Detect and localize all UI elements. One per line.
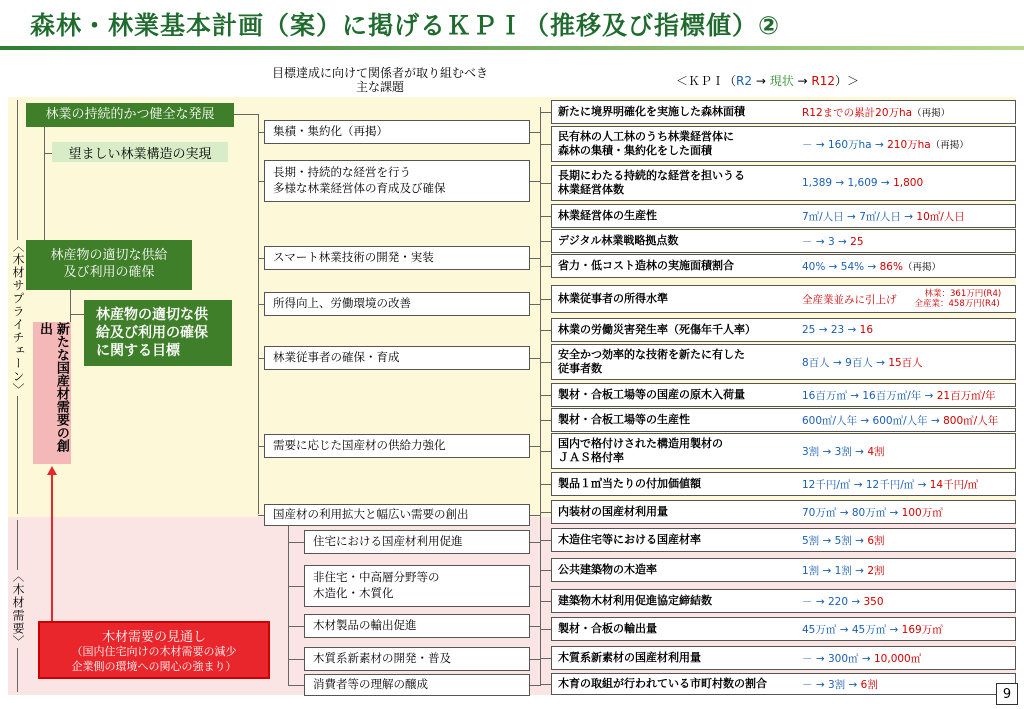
task-box <box>264 504 530 526</box>
supply-chain-label: 〈木材サプライチェーン〉 <box>11 240 25 396</box>
kpi-name: 長期にわたる持続的な経営を担いうる 林業経営体数 <box>558 168 745 196</box>
kpi-value: 7㎥/人日 → 7㎥/人日 → 10㎥/人日 <box>802 210 965 223</box>
connector <box>258 132 264 133</box>
kpi-row <box>551 126 1016 162</box>
kpi-value: 25 → 23 → 16 <box>802 324 874 336</box>
kpi-value: － → 3割 → 6割 <box>802 678 878 691</box>
kpi-value: 16百万㎥ → 16百万㎥/年 → 21百万㎥/年 <box>802 389 996 402</box>
kpi-value: 8百人 → 9百人 → 15百人 <box>802 356 923 369</box>
task-label: 国産材の利用拡大と幅広い需要の創出 <box>273 507 469 522</box>
connector <box>288 586 304 587</box>
task-trunk-line <box>258 114 259 514</box>
connector <box>258 181 264 182</box>
kpi-row <box>551 100 1016 124</box>
kpi-name: 新たに境界明確化を実施した森林面積 <box>558 104 745 118</box>
task-label: 消費者等の理解の醸成 <box>313 677 428 692</box>
connector <box>530 685 540 686</box>
kpi-row <box>551 165 1016 201</box>
kpi-value: 12千円/㎥ → 12千円/㎥ → 14千円/㎥ <box>802 478 979 491</box>
task-label: スマート林業技術の開発・実装 <box>273 250 434 265</box>
task-label: 集積・集約化（再掲） <box>273 124 388 139</box>
kpi-name: 省力・低コスト造林の実施面積割合 <box>558 258 734 272</box>
task-label: 住宅における国産材利用促進 <box>313 534 463 549</box>
kpi-row <box>551 673 1016 695</box>
kpi-name: 公共建築物の木造率 <box>558 562 657 576</box>
demand-label: 〈木材需要〉 <box>11 570 25 648</box>
connector <box>540 112 551 113</box>
task-box <box>264 246 530 270</box>
kpi-row <box>551 383 1016 407</box>
task-label: 木材製品の輸出促進 <box>313 618 417 633</box>
task-box <box>264 120 530 144</box>
connector <box>530 358 540 359</box>
connector <box>530 304 540 305</box>
connector <box>288 659 304 660</box>
title-underline <box>0 46 1024 50</box>
kpi-value: 40% → 54% → 86%（再掲） <box>802 261 941 273</box>
task-label: 林業従事者の確保・育成 <box>273 350 400 365</box>
kpi-name: 製材・合板の輸出量 <box>558 621 657 635</box>
task-box <box>264 292 530 316</box>
task-label: 所得向上、労働環境の改善 <box>273 296 411 311</box>
kpi-name: 製材・合板工場等の生産性 <box>558 412 690 426</box>
supply-goal-box: 林産物の適切な供給 及び利用の確保 <box>26 240 192 290</box>
kpi-name: 安全かつ効率的な技術を新たに有した 従事者数 <box>558 347 745 375</box>
page-number: 9 <box>996 683 1018 705</box>
kpi-row <box>551 528 1016 552</box>
connector <box>288 626 304 627</box>
kpi-value: 600㎥/人年 → 600㎥/人年 → 800㎥/人年 <box>802 414 999 427</box>
demand-arrow-head <box>47 466 57 475</box>
connector <box>258 446 264 447</box>
kpi-row <box>551 472 1016 496</box>
connector <box>540 395 551 396</box>
kpi-row <box>551 285 1016 313</box>
connector <box>540 299 551 300</box>
task-box <box>304 565 530 607</box>
task-label: 多様な林業経営体の育成及び確保 <box>273 181 446 195</box>
connector <box>540 330 551 331</box>
kpi-row <box>551 500 1016 524</box>
kpi-value: 3割 → 3割 → 4割 <box>802 445 885 458</box>
kpi-name: 国内で格付けされた構造用製材の ＪＡＳ格付率 <box>558 436 723 464</box>
connector <box>540 684 551 685</box>
kpi-value: － → 220 → 350 <box>802 595 884 608</box>
connector <box>540 451 551 452</box>
kpi-name: 木育の取組が行われている市町村数の割合 <box>558 676 767 690</box>
task-box <box>264 434 530 458</box>
task-box <box>304 614 530 638</box>
kpi-value: 70万㎥ → 80万㎥ → 100万㎥ <box>802 506 943 519</box>
kpi-row <box>551 589 1016 613</box>
connector <box>540 216 551 217</box>
connector <box>288 685 304 686</box>
connector <box>70 314 84 315</box>
connector <box>540 601 551 602</box>
kpi-name: 製品１㎥当たりの付加価値額 <box>558 476 701 490</box>
page-title: 森林・林業基本計画（案）に掲げるＫＰＩ（推移及び指標値）② <box>30 11 781 40</box>
connector <box>540 570 551 571</box>
connector <box>530 446 540 447</box>
kpi-row <box>551 204 1016 228</box>
kpi-value: 全産業並みに引上げ 林業：361万円(R4) 全産業：458万円(R4) <box>802 288 1002 309</box>
connector <box>258 258 264 259</box>
kpi-row <box>551 254 1016 278</box>
kpi-trunk-line <box>540 107 541 686</box>
task-label: 木質系新素材の開発・普及 <box>313 651 451 666</box>
connector <box>540 362 551 363</box>
kpi-note: 林業：361万円(R4) 全産業：458万円(R4) <box>914 288 1002 309</box>
tasks-header-line1: 目標達成に向けて関係者が取り組むべき <box>272 66 489 80</box>
kpi-value: － → 300㎥ → 10,000㎥ <box>802 652 922 665</box>
kpi-name: 林業の労働災害発生率（死傷年千人率） <box>558 322 756 336</box>
connector <box>234 114 258 115</box>
connector <box>540 629 551 630</box>
task-box <box>304 674 530 696</box>
kpi-value: R12までの累計20万ha（再掲） <box>802 106 951 119</box>
kpi-row <box>551 617 1016 641</box>
kpi-row <box>551 433 1016 469</box>
kpi-row <box>551 408 1016 432</box>
forestry-structure-box: 望ましい林業構造の実現 <box>52 142 228 162</box>
task-box <box>304 530 530 554</box>
kpi-name: 木質系新素材の国産材利用量 <box>558 650 701 664</box>
connector <box>540 183 551 184</box>
kpi-row <box>551 344 1016 380</box>
task-label: 木造化・木質化 <box>313 586 394 600</box>
kpi-name: 民有林の人工林のうち林業経営体に 森林の集積・集約化をした面積 <box>558 129 734 157</box>
connector <box>44 153 52 154</box>
kpi-value: 1,389 → 1,609 → 1,800 <box>802 177 924 189</box>
kpi-value: － → 160万ha → 210万ha（再掲） <box>802 138 969 151</box>
connector <box>540 266 551 267</box>
connector <box>540 420 551 421</box>
connector <box>530 626 540 627</box>
connector <box>540 540 551 541</box>
connector <box>530 542 540 543</box>
connector <box>530 258 540 259</box>
connector <box>540 484 551 485</box>
connector <box>530 659 540 660</box>
kpi-name: 林業従事者の所得水準 <box>558 291 668 305</box>
kpi-value: － → 3 → 25 <box>802 235 864 248</box>
kpi-name: 内装材の国産材利用量 <box>558 504 668 518</box>
demand-outlook-box: 木材需要の見通し （国内住宅向けの木材需要の減少 企業側の環境への関心の強まり） <box>38 621 270 679</box>
tasks-header-line2: 主な課題 <box>356 80 405 94</box>
connector <box>530 181 540 182</box>
kpi-row <box>551 318 1016 342</box>
kpi-header: ＜ＫＰＩ（R2 → 現状 → R12）＞ <box>676 74 860 88</box>
task-trunk-line-demand <box>288 520 289 686</box>
supply-target-box: 林産物の適切な供 給及び利用の確保 に関する目標 <box>84 300 232 366</box>
kpi-value: 1割 → 1割 → 2割 <box>802 564 885 577</box>
connector <box>530 132 540 133</box>
connector <box>530 515 540 516</box>
task-label: 長期・持続的な経営を行う <box>273 165 411 180</box>
new-demand-box: 新たな国産材需要の創出 <box>33 322 71 464</box>
kpi-name: 木造住宅等における国産材率 <box>558 532 701 546</box>
kpi-name: 林業経営体の生産性 <box>558 208 657 222</box>
kpi-row <box>551 558 1016 582</box>
kpi-name: 製材・合板工場等の国産の原木入荷量 <box>558 387 745 401</box>
connector <box>540 241 551 242</box>
forestry-goal-box: 林業の持続的かつ健全な発展 <box>26 103 234 127</box>
connector <box>530 586 540 587</box>
kpi-value: 45万㎥ → 45万㎥ → 169万㎥ <box>802 623 943 636</box>
task-box <box>264 160 530 202</box>
connector <box>540 512 551 513</box>
task-label: 需要に応じた国産材の供給力強化 <box>273 438 446 453</box>
kpi-name: 建築物木材利用促進協定締結数 <box>558 593 712 607</box>
demand-arrow-line <box>51 475 53 621</box>
connector <box>288 542 304 543</box>
connector <box>258 304 264 305</box>
connector <box>258 515 264 516</box>
kpi-name: デジタル林業戦略拠点数 <box>558 233 679 247</box>
kpi-row <box>551 646 1016 670</box>
connector <box>540 658 551 659</box>
task-box <box>304 647 530 671</box>
task-label: 非住宅・中高層分野等の <box>313 570 440 585</box>
connector <box>258 358 264 359</box>
connector <box>540 144 551 145</box>
kpi-value: 5割 → 5割 → 6割 <box>802 534 885 547</box>
task-box <box>264 346 530 370</box>
kpi-row <box>551 229 1016 253</box>
